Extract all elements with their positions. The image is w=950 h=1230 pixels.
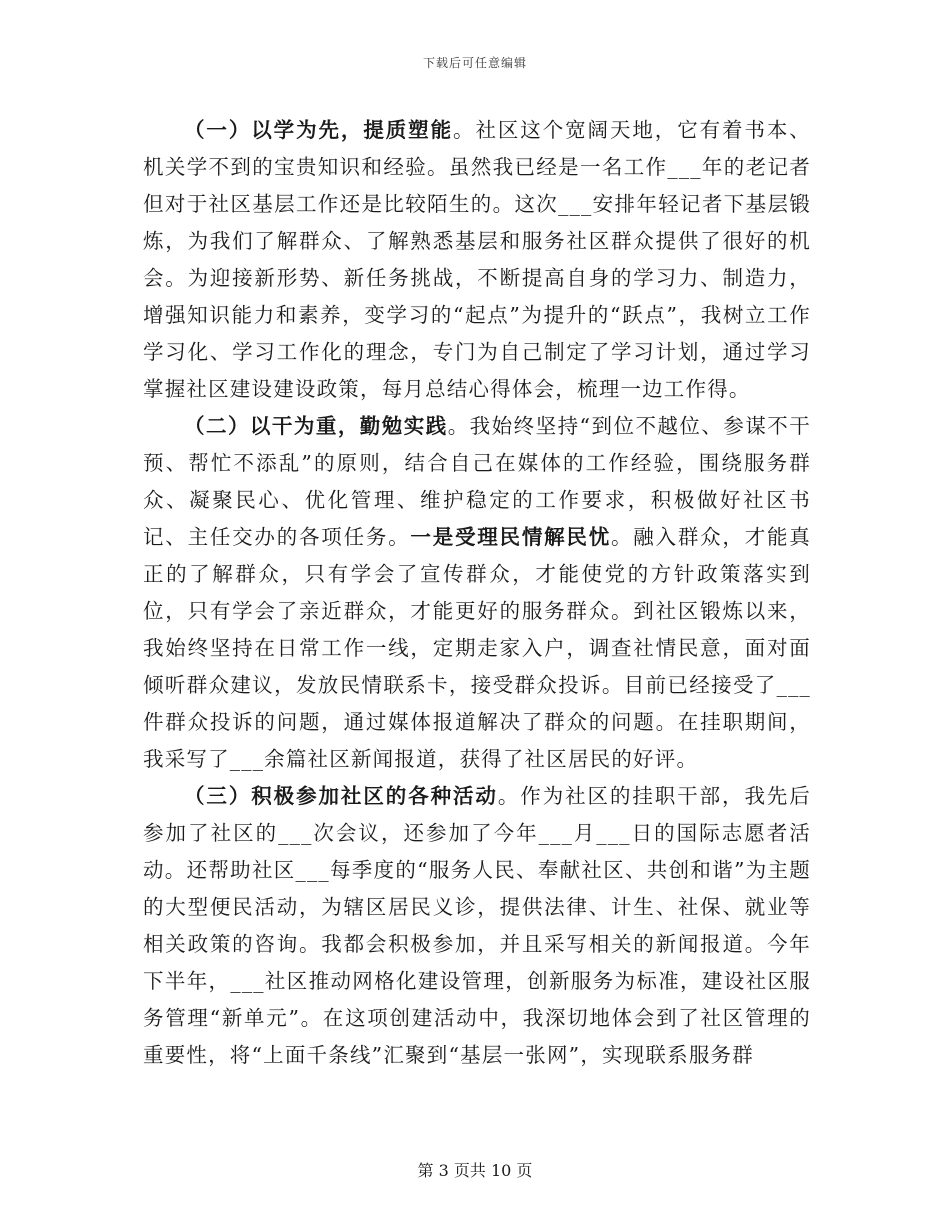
document-body [143, 112, 811, 1074]
page-header-note: 下载后可任意编辑 [422, 56, 527, 70]
paragraph-2-text-a: 。我始终坚持“到位不越位、参谋不干预、帮忙不添乱”的原则，结合自己在媒体的工作经验，围绕服务群众、凝聚民心、优化管理、维护稳定的工作要求，积极做好社区书记、主任交办的各项任务。 [143, 414, 811, 549]
paragraph-3-text: 。作为社区的挂职干部，我先后参加了社区的___次会议，还参加了今年___月___日的国际志愿者活动。还帮助社区___每季度的“服务人民、奉献社区、共创和谐”为主题的大型便民活动，为辖区居民义诊，提供法律、计生、社保、就业等相关政策的咨询。我都会积极参加，并且采写相关的新闻报道。今年下半年，___社区推动网格化建设管理，创新服务为标准，建设社区服务管理“新单元”。在这项创建活动中，我深切地体会到了社区管理的重要性，将“上面千条线”汇聚到“基层一张网”，实现联系服务群 [143, 784, 811, 1067]
paragraph-2-subheading: 一是受理民情解民忧 [410, 525, 611, 549]
paragraph-1-heading: （一）以学为先，提质塑能 [184, 118, 454, 142]
page-number: 第 3 页共 10 页 [417, 1161, 533, 1180]
paragraph-3-heading: （三）积极参加社区的各种活动 [184, 784, 498, 808]
paragraph-2-heading: （二）以干为重，勤勉实践 [184, 414, 448, 438]
paragraph-3 [143, 778, 811, 1074]
paragraph-1 [143, 112, 811, 408]
paragraph-2-text-b: 。融入群众，才能真正的了解群众，只有学会了宣传群众，才能使党的方针政策落实到位，只有学会了亲近群众，才能更好的服务群众。到社区锻炼以来，我始终坚持在日常工作一线，定期走家入户，调查社情民意，面对面倾听群众建议，发放民情联系卡，接受群众投诉。目前已经接受了___件群众投诉的问题，通过媒体报道解决了群众的问题。在挂职期间，我采写了___余篇社区新闻报道，获得了社区居民的好评。 [143, 525, 811, 771]
paragraph-2 [143, 408, 811, 778]
paragraph-1-text: 。社区这个宽阔天地，它有着书本、机关学不到的宝贵知识和经验。虽然我已经是一名工作___年的老记者但对于社区基层工作还是比较陌生的。这次___安排年轻记者下基层锻炼，为我们了解群众、了解熟悉基层和服务社区群众提供了很好的机会。为迎接新形势、新任务挑战，不断提高自身的学习力、制造力，增强知识能力和素养，变学习的“起点”为提升的“跃点”，我树立工作学习化、学习工作化的理念，专门为自己制定了学习计划，通过学习掌握社区建设建设政策，每月总结心得体会，梳理一边工作得。 [143, 118, 812, 401]
